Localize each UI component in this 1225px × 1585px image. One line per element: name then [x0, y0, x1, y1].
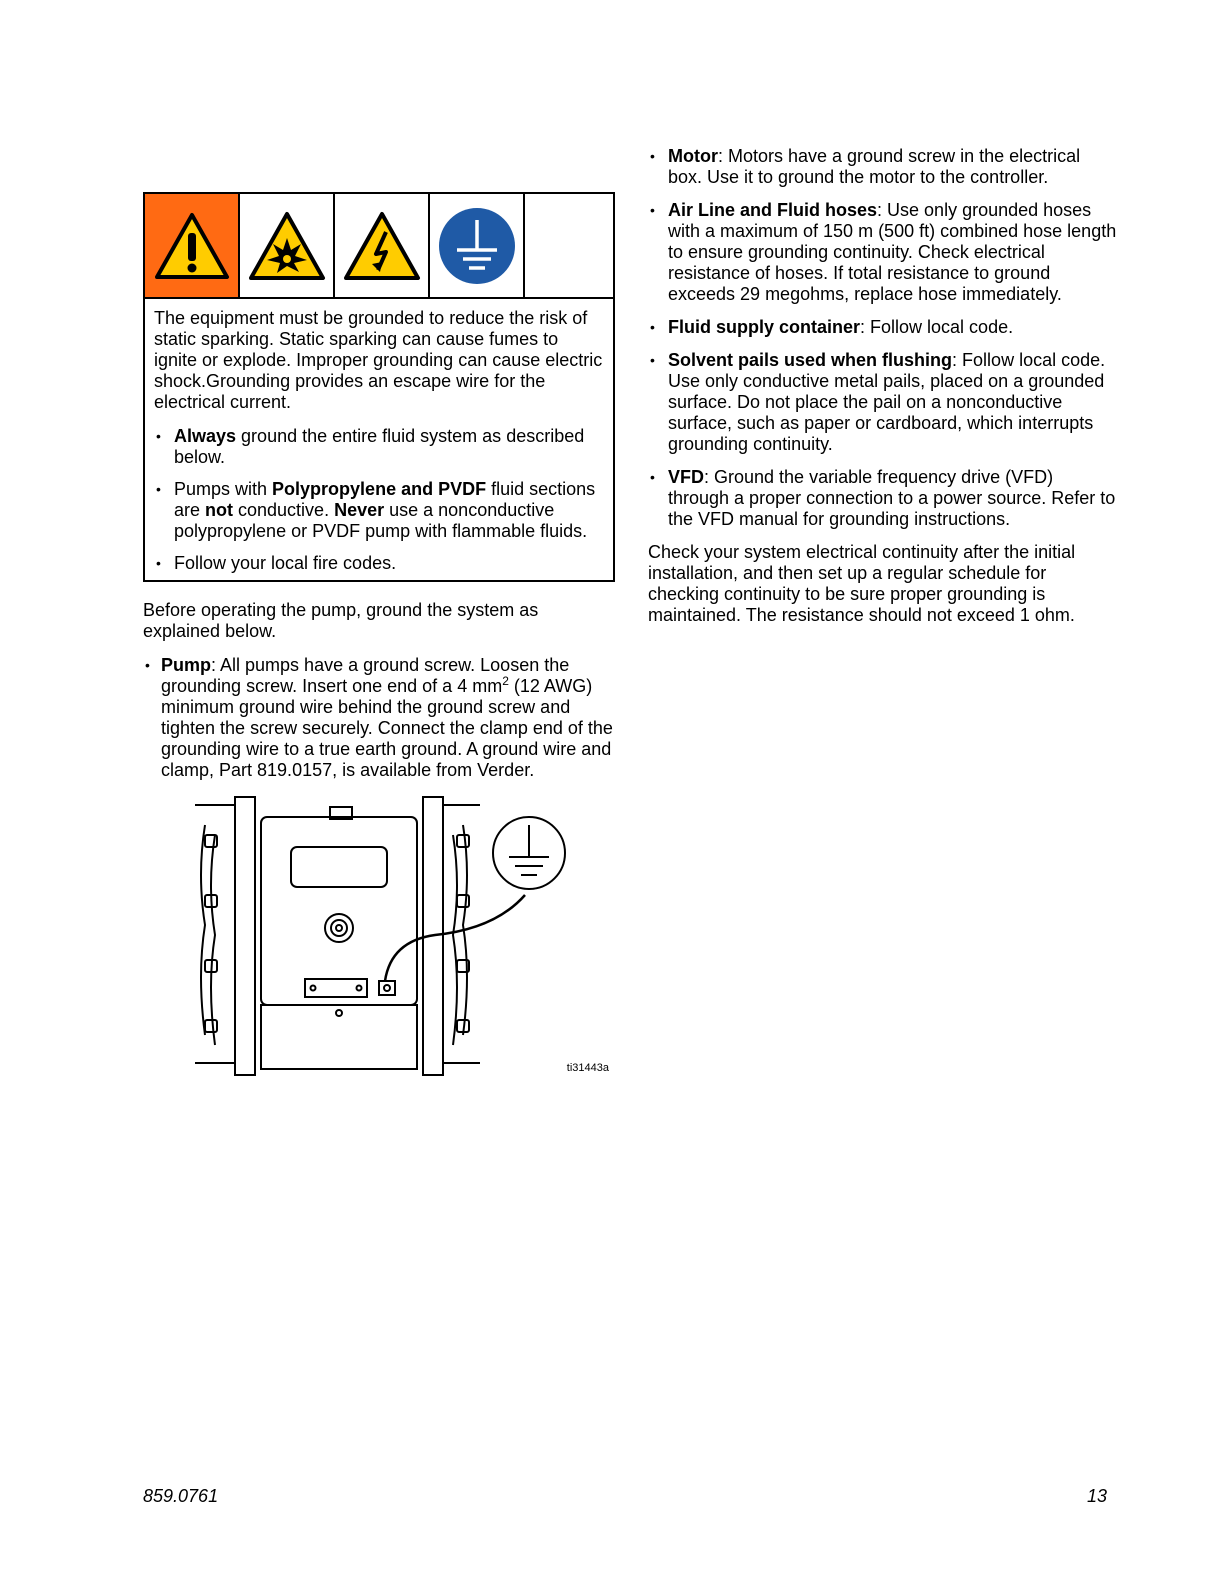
hoses-bullet: [648, 200, 1118, 305]
fluid-supply-bullet: [648, 317, 1118, 338]
vfd-bullet: [648, 467, 1118, 530]
warning-text: [145, 299, 613, 580]
bullet-text: Pumps with: [174, 479, 273, 499]
bullet-text: : Use only grounded hoses with a maximum of 150 m (500 ft) combined hose length to ensure grounding continuity. Check electrical resistance of hoses. If total resistance to ground exceeds 29 megohms, replace hose immediately.: [668, 200, 1117, 304]
bullet-text: use a nonconductive polypropylene or PVDF pump with flammable fluids.: [174, 500, 588, 541]
bullet-text: : Ground the variable frequency drive (VFD) through a proper connection to a power source. Refer to the VFD manual for grounding instructions.: [668, 467, 1116, 529]
bullet-text: fluid sections are: [174, 479, 596, 520]
bullet-text: : All pumps have a ground screw. Loosen the grounding screw. Insert one end of a 4 mm: [161, 655, 570, 696]
document-number: 859.0761: [143, 1486, 219, 1506]
warning-bullet-fire-codes: [154, 553, 605, 574]
empty-icon-cell: [525, 194, 613, 297]
electric-shock-icon: [342, 210, 422, 282]
ground-icon-cell: [430, 194, 525, 297]
left-column: [143, 192, 615, 1080]
bullet-text: : Follow local code. Use only conductive metal pails, placed on a grounded surface. Do not place the pail on a nonconductive surface, such as paper or cardboard, which interrupts grounding continuity.: [668, 350, 1106, 454]
exclamation-warning-icon: [154, 211, 230, 281]
bold-never: Never: [334, 500, 385, 520]
pump-illustration: [195, 795, 615, 1080]
bold-not: not: [205, 500, 234, 520]
solvent-pails-bullet: [648, 350, 1118, 455]
bold-pump: Pump: [161, 655, 212, 675]
page-number: 13: [1086, 1486, 1107, 1506]
explosion-hazard-icon: [247, 210, 327, 282]
explosion-icon-cell: [240, 194, 335, 297]
continuity-check-text: Check your system electrical continuity after the initial installation, and then set up a regular schedule for checking continuity to be sure proper grounding is maintained. The resistance should not exceed 1 ohm.: [648, 542, 1076, 625]
bullet-text: : Motors have a ground screw in the electrical box. Use it to ground the motor to the controller.: [668, 146, 1081, 187]
warning-bullet-always: [154, 426, 605, 468]
bold-material: Polypropylene and PVDF: [272, 479, 487, 499]
pump-bullet: [143, 655, 615, 781]
grounding-instructions: [143, 600, 615, 781]
warning-icon-cell: [145, 194, 240, 297]
bold-solvent-pails: Solvent pails used when flushing: [668, 350, 953, 370]
ground-symbol-icon: [437, 206, 517, 286]
bullet-text: ground the entire fluid system as described below.: [174, 426, 585, 467]
figure-label: ti31443a: [566, 1062, 609, 1074]
superscript: 2: [502, 674, 509, 688]
bullet-text: : Follow local code.: [860, 317, 1014, 337]
motor-bullet: [648, 146, 1118, 188]
warning-bullet-polypropylene: [154, 479, 605, 542]
bullet-text: Follow your local fire codes.: [174, 553, 397, 573]
bold-vfd: VFD: [668, 467, 704, 487]
bullet-text: conductive.: [233, 500, 335, 520]
before-operating-text: Before operating the pump, ground the system as explained below.: [143, 600, 539, 641]
pump-grounding-figure: [195, 795, 615, 1080]
bullet-text: (12 AWG) minimum ground wire behind the ground screw and tighten the screw securely. Connect the clamp end of the grounding wire to a true earth ground. A ground wire and clamp, Part 819.0157, is available from Verder.: [161, 676, 613, 780]
bold-motor: Motor: [668, 146, 718, 166]
right-column: [648, 146, 1118, 626]
warning-intro: The equipment must be grounded to reduce the risk of static sparking. Static sparking can cause fumes to ignite or explode. Improper grounding can cause electric shock.Grounding provides an escape wire for the electrical current.: [154, 308, 603, 412]
warning-icon-row: [145, 194, 613, 299]
bold-fluid-supply: Fluid supply container: [668, 317, 861, 337]
bold-always: Always: [174, 426, 237, 446]
warning-box: [143, 192, 615, 582]
electric-icon-cell: [335, 194, 430, 297]
bold-hoses: Air Line and Fluid hoses: [668, 200, 878, 220]
